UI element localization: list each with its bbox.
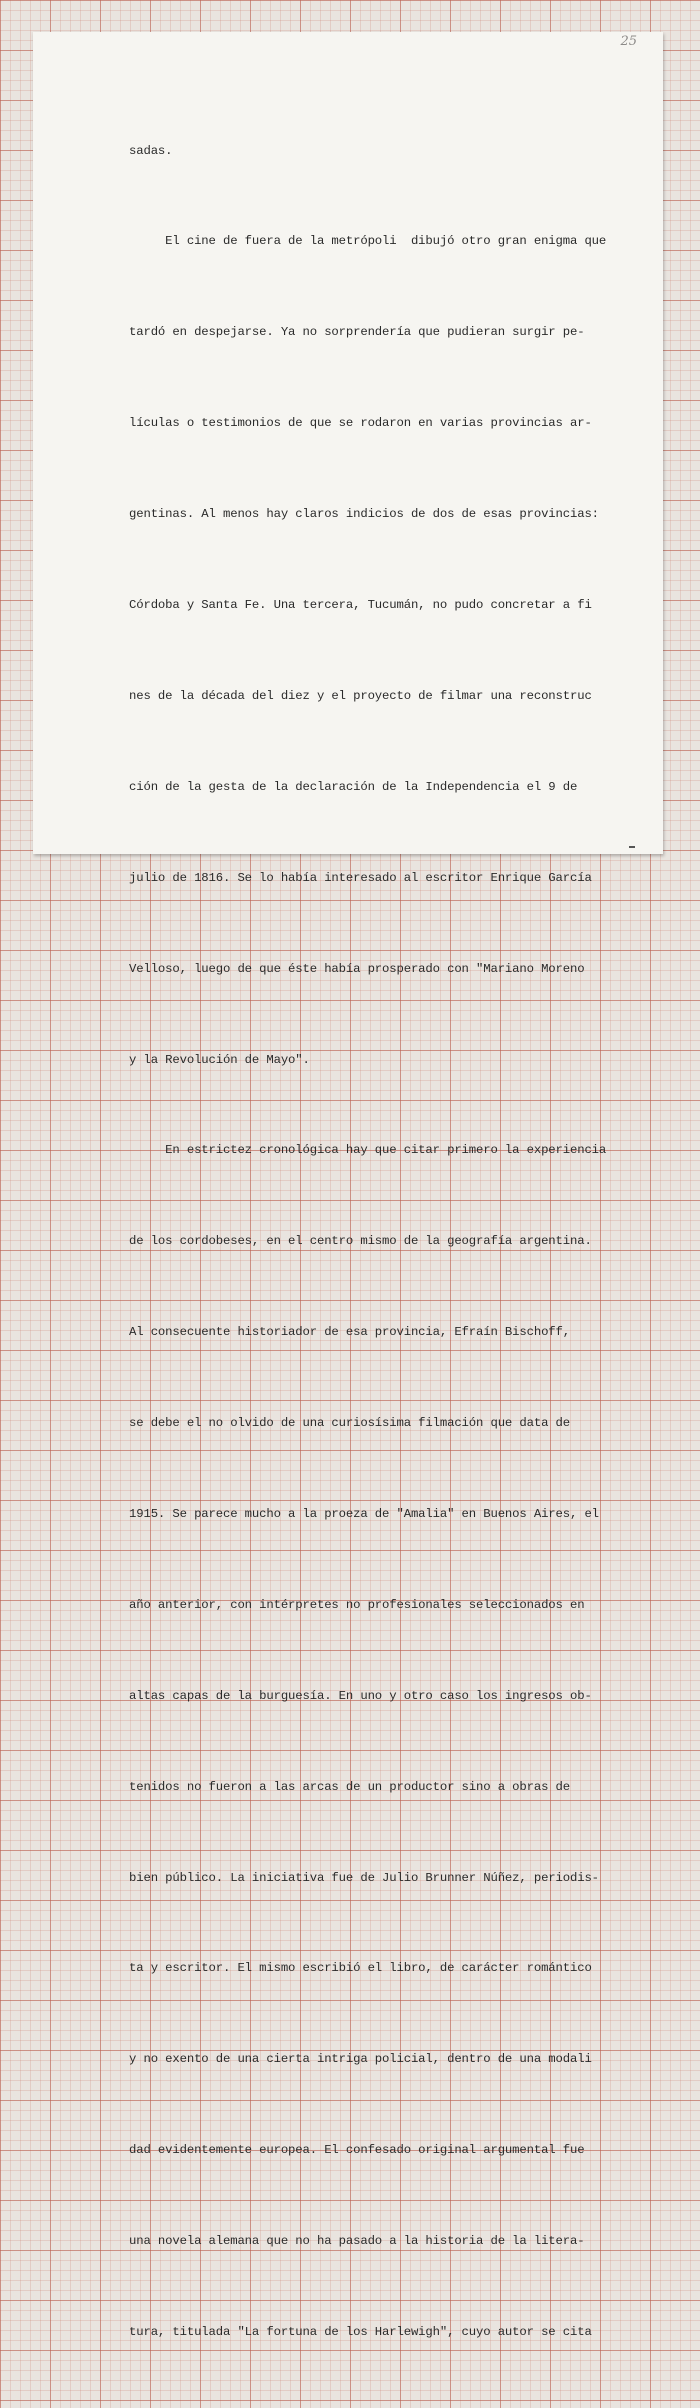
text-line: una novela alemana que no ha pasado a la historia de la litera- — [129, 2234, 585, 2249]
text-line: tardó en despejarse. Ya no sorprendería que pudieran surgir pe- — [129, 325, 585, 340]
page-number: 25 — [620, 34, 637, 49]
text-line: ción de la gesta de la declaración de la Independencia el 9 de — [129, 779, 578, 794]
text-line: 1915. Se parece mucho a la proeza de "Amalia" en Buenos Aires, el — [129, 1506, 599, 1521]
text-line: dad evidentemente europea. El confesado original argumental fue — [129, 2143, 585, 2158]
text-line: Al consecuente historiador de esa provincia, Efraín Bischoff, — [129, 1325, 570, 1340]
text-line: En estrictez cronológica hay que citar primero la experiencia — [129, 1143, 607, 1158]
text-line: bien público. La iniciativa fue de Julio Brunner Núñez, periodis- — [129, 1870, 599, 1885]
text-line: y la Revolución de Mayo". — [129, 1052, 310, 1067]
corner-mark — [629, 846, 635, 848]
text-line: ta y escritor. El mismo escribió el libro, de carácter romántico — [129, 1961, 592, 1976]
text-line: tenidos no fueron a las arcas de un productor sino a obras de — [129, 1779, 570, 1794]
text-line: altas capas de la burguesía. En uno y otro caso los ingresos ob- — [129, 1688, 592, 1703]
text-line: y no exento de una cierta intriga policial, dentro de una modali — [129, 2052, 592, 2067]
text-line: lículas o testimonios de que se rodaron en varias provincias ar- — [129, 416, 592, 431]
text-line: Córdoba y Santa Fe. Una tercera, Tucumán, no pudo concretar a fi — [129, 598, 592, 613]
text-line: de los cordobeses, en el centro mismo de la geografía argentina. — [129, 1234, 592, 1249]
text-line: sadas. — [129, 143, 173, 158]
text-line: año anterior, con intérpretes no profesionales seleccionados en — [129, 1597, 585, 1612]
text-line: se debe el no olvido de una curiosísima filmación que data de — [129, 1416, 570, 1431]
text-line: Velloso, luego de que éste había prosperado con "Mariano Moreno — [129, 961, 585, 976]
text-line: nes de la década del diez y el proyecto de filmar una reconstruc — [129, 688, 592, 703]
text-line: gentinas. Al menos hay claros indicios de dos de esas provincias: — [129, 507, 599, 522]
text-line: tura, titulada "La fortuna de los Harlewigh", cuyo autor se cita — [129, 2324, 592, 2339]
text-line: El cine de fuera de la metrópoli dibujó otro gran enigma que — [129, 234, 607, 249]
text-line: julio de 1816. Se lo había interesado al escritor Enrique García — [129, 870, 592, 885]
body-text — [129, 75, 661, 2408]
typewritten-page — [33, 32, 663, 2339]
